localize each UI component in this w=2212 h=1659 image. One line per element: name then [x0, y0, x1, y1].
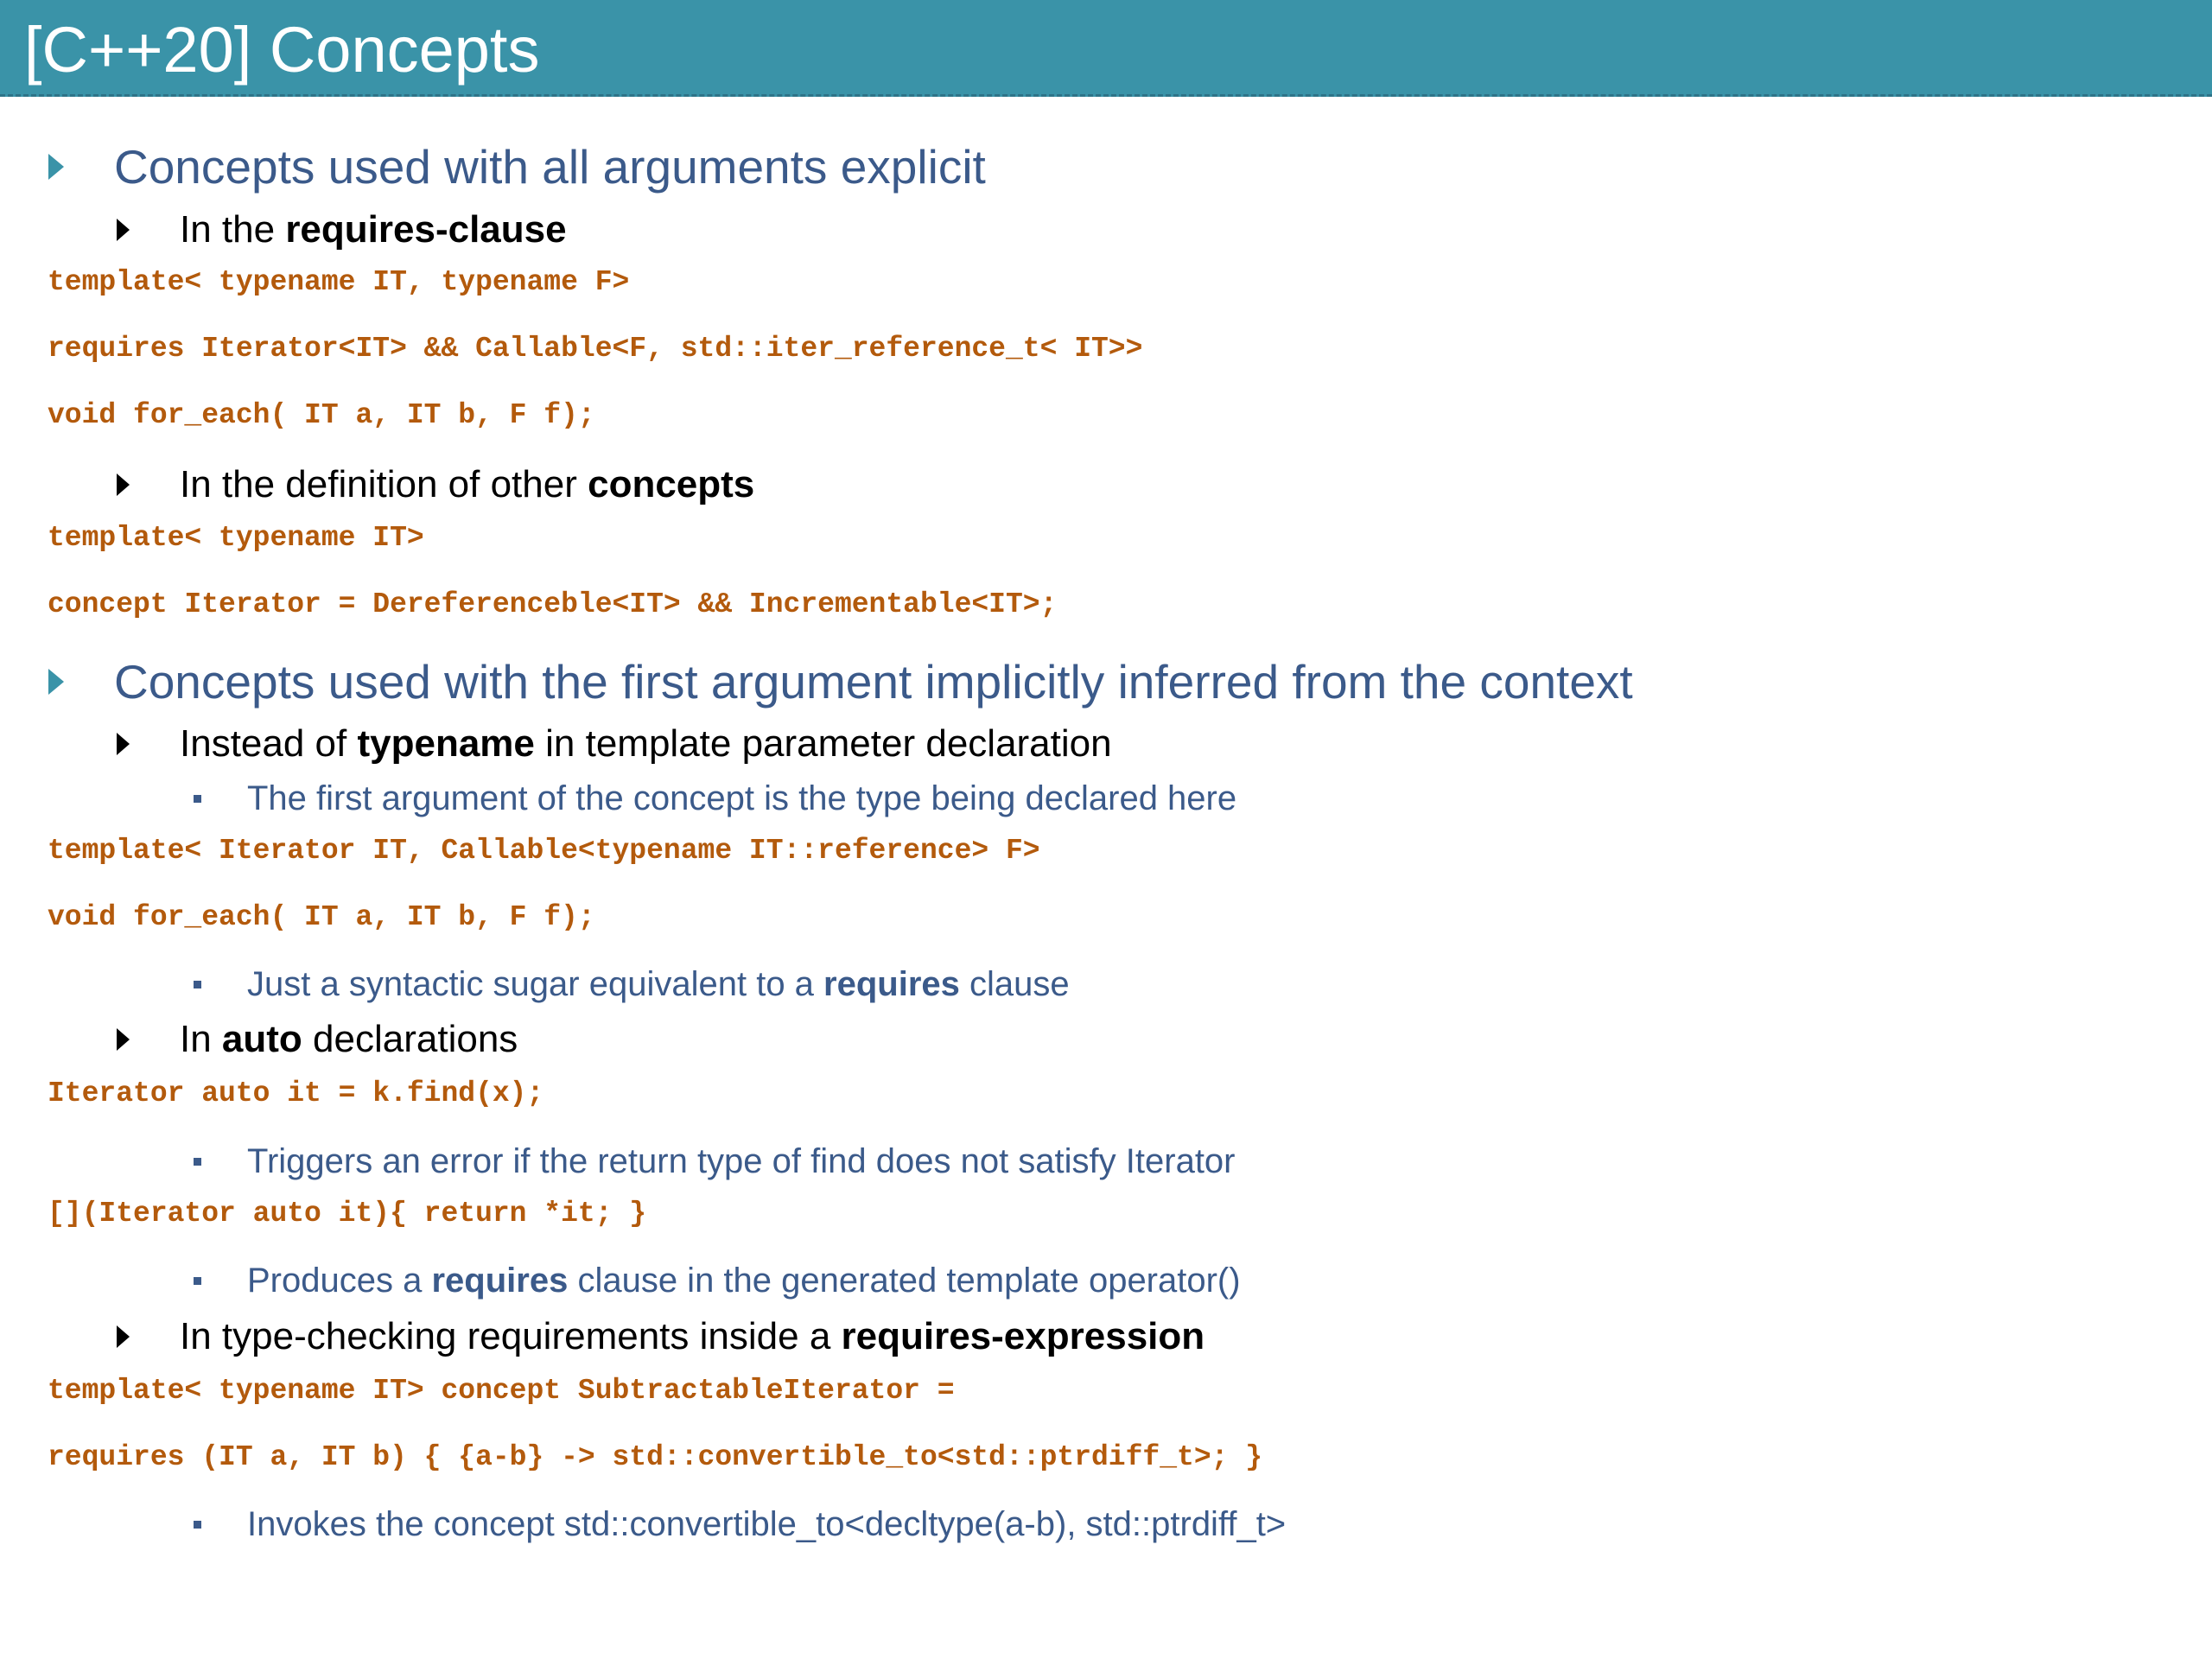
bullet-level3 — [247, 1137, 1236, 1185]
bullet-level2 — [180, 459, 754, 511]
code-line: template< typename IT, typename F> — [48, 266, 630, 298]
code-line: void for_each( IT a, IT b, F f); — [48, 901, 595, 933]
bullet-triangle-icon — [117, 1028, 130, 1051]
bullet-level3 — [247, 774, 1236, 823]
bullet-text: Triggers an error if the return type of find does not satisfy Iterator — [247, 1142, 1236, 1180]
bullet-level2 — [180, 1014, 518, 1065]
bullet-bold-text: auto — [221, 1018, 302, 1060]
bullet-bold-text: concepts — [588, 463, 755, 505]
bullet-triangle-icon — [48, 154, 64, 180]
bullet-bold-text: requires-expression — [841, 1315, 1205, 1357]
bullet-level3 — [247, 1256, 1241, 1305]
bullet-bold-text: requires — [823, 965, 960, 1003]
slide-title: [C++20] Concepts — [24, 14, 540, 86]
title-bar — [0, 0, 2212, 97]
bullet-level2 — [180, 1311, 1205, 1363]
code-line: requires (IT a, IT b) { {a-b} -> std::convertible_to<std::ptrdiff_t>; } — [48, 1441, 1263, 1473]
bullet-triangle-icon — [117, 219, 130, 241]
bullet-text: Concepts used with the first argument implicitly inferred from the context — [114, 655, 1633, 709]
square-bullet-icon — [194, 1277, 201, 1285]
bullet-text: clause in the generated template operator() — [568, 1262, 1241, 1300]
bullet-text: Concepts used with all arguments explicit — [114, 140, 986, 194]
bullet-text: in template parameter declaration — [534, 722, 1112, 765]
code-line: template< typename IT> — [48, 522, 424, 554]
bullet-text: declarations — [302, 1018, 518, 1060]
bullet-text: In the definition of other — [180, 463, 588, 505]
bullet-level1 — [114, 137, 986, 197]
code-line: template< Iterator IT, Callable<typename IT::reference> F> — [48, 835, 1040, 867]
square-bullet-icon — [194, 1521, 201, 1529]
bullet-text: Produces a — [247, 1262, 432, 1300]
bullet-level3 — [247, 1500, 1286, 1548]
square-bullet-icon — [194, 981, 201, 988]
bullet-triangle-icon — [48, 669, 64, 695]
code-line: [](Iterator auto it){ return *it; } — [48, 1198, 647, 1230]
code-line: void for_each( IT a, IT b, F f); — [48, 399, 595, 431]
bullet-text: In the — [180, 208, 286, 251]
bullet-level1 — [114, 652, 1633, 712]
code-line: template< typename IT> concept SubtractableIterator = — [48, 1375, 955, 1407]
bullet-level2 — [180, 718, 1112, 770]
square-bullet-icon — [194, 1158, 201, 1166]
code-line: concept Iterator = Dereferenceble<IT> && Incrementable<IT>; — [48, 588, 1058, 620]
bullet-triangle-icon — [117, 474, 130, 496]
code-line: Iterator auto it = k.find(x); — [48, 1077, 544, 1109]
bullet-triangle-icon — [117, 733, 130, 755]
bullet-text: Instead of — [180, 722, 358, 765]
bullet-bold-text: requires-clause — [285, 208, 567, 251]
bullet-text: Just a syntactic sugar equivalent to a — [247, 965, 824, 1003]
square-bullet-icon — [194, 795, 201, 803]
bullet-text: clause — [959, 965, 1070, 1003]
bullet-level2 — [180, 204, 567, 256]
bullet-text: In type-checking requirements inside a — [180, 1315, 842, 1357]
bullet-text: The first argument of the concept is the type being declared here — [247, 779, 1237, 817]
bullet-bold-text: requires — [431, 1262, 569, 1300]
bullet-level3 — [247, 960, 1070, 1008]
bullet-text: In — [180, 1018, 222, 1060]
bullet-text: Invokes the concept std::convertible_to<decltype(a-b), std::ptrdiff_t> — [247, 1505, 1287, 1543]
bullet-triangle-icon — [117, 1325, 130, 1348]
code-line: requires Iterator<IT> && Callable<F, std::iter_reference_t< IT>> — [48, 333, 1143, 365]
bullet-bold-text: typename — [357, 722, 535, 765]
